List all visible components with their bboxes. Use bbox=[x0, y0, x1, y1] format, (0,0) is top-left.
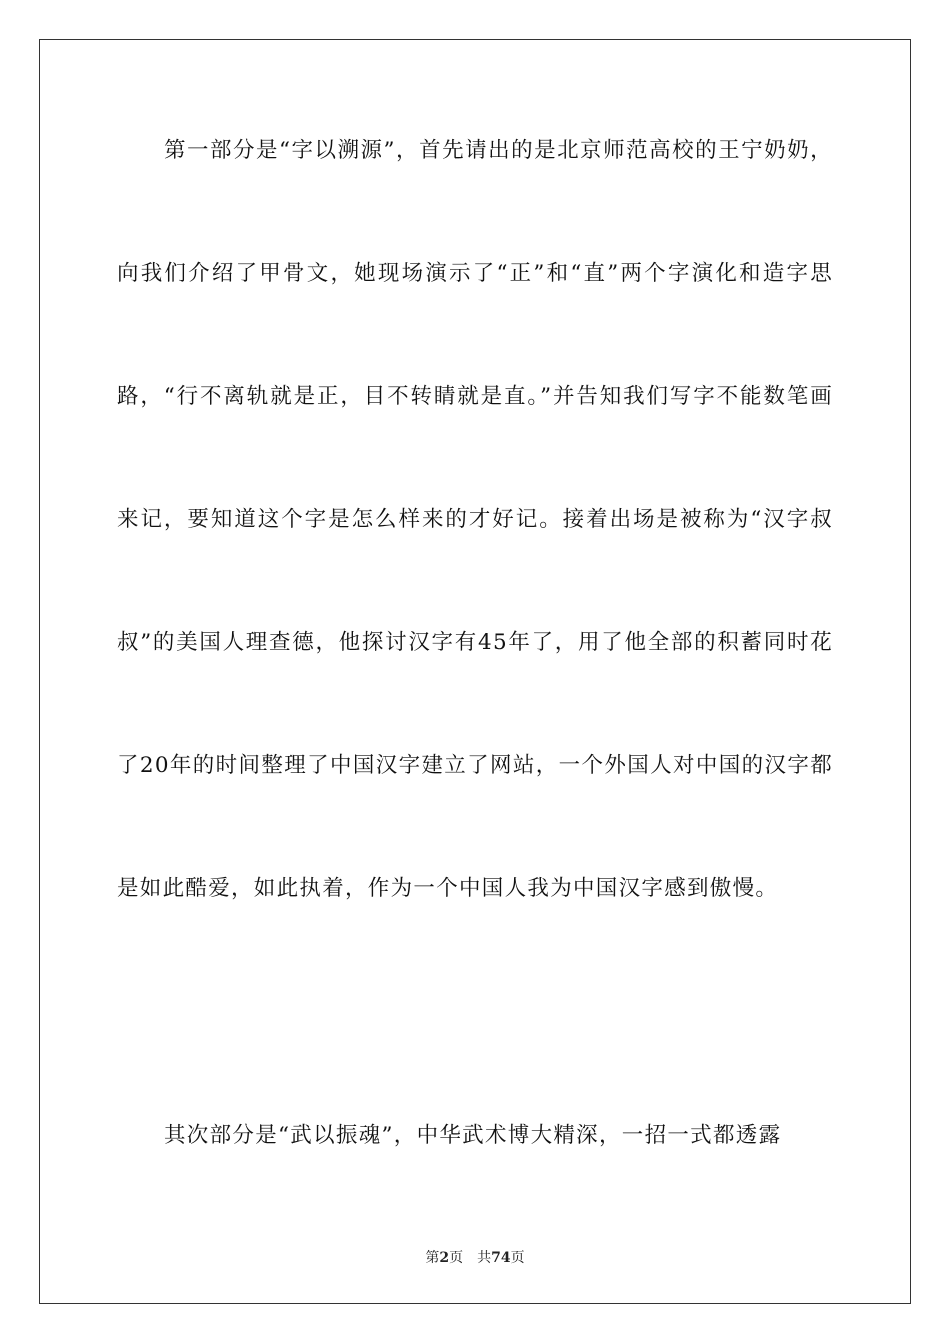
body-paragraph-1: 第一部分是“字以溯源”，首先请出的是北京师范高校的王宁奶奶，向我们介绍了甲骨文，她现场演示了“正”和“直”两个字演化和造字思路，“行不离轨就是正，目不转睛就是直。”并告知我们写字不能数笔画来记，要知道这个字是怎么样来的才好记。接着出场是被称为“汉字叔叔”的美国人理查德，他探讨汉字有45年了，用了他全部的积蓄同时花了20年的时间整理了中国汉字建立了网站，一个外国人对中国的汉字都是如此酷爱，如此执着，作为一个中国人我为中国汉字感到傲慢。 bbox=[117, 138, 833, 901]
total-pages: 74 bbox=[491, 1250, 511, 1266]
page-prefix: 第 bbox=[425, 1250, 440, 1266]
total-suffix: 页 bbox=[510, 1250, 525, 1266]
page-number: 2 bbox=[439, 1250, 450, 1266]
page-suffix: 页 bbox=[449, 1250, 464, 1266]
body-paragraph-2: 其次部分是“武以振魂”，中华武术博大精深，一招一式都透露 bbox=[164, 1123, 782, 1148]
total-prefix: 共 bbox=[477, 1250, 492, 1266]
page-footer bbox=[0, 1248, 950, 1268]
